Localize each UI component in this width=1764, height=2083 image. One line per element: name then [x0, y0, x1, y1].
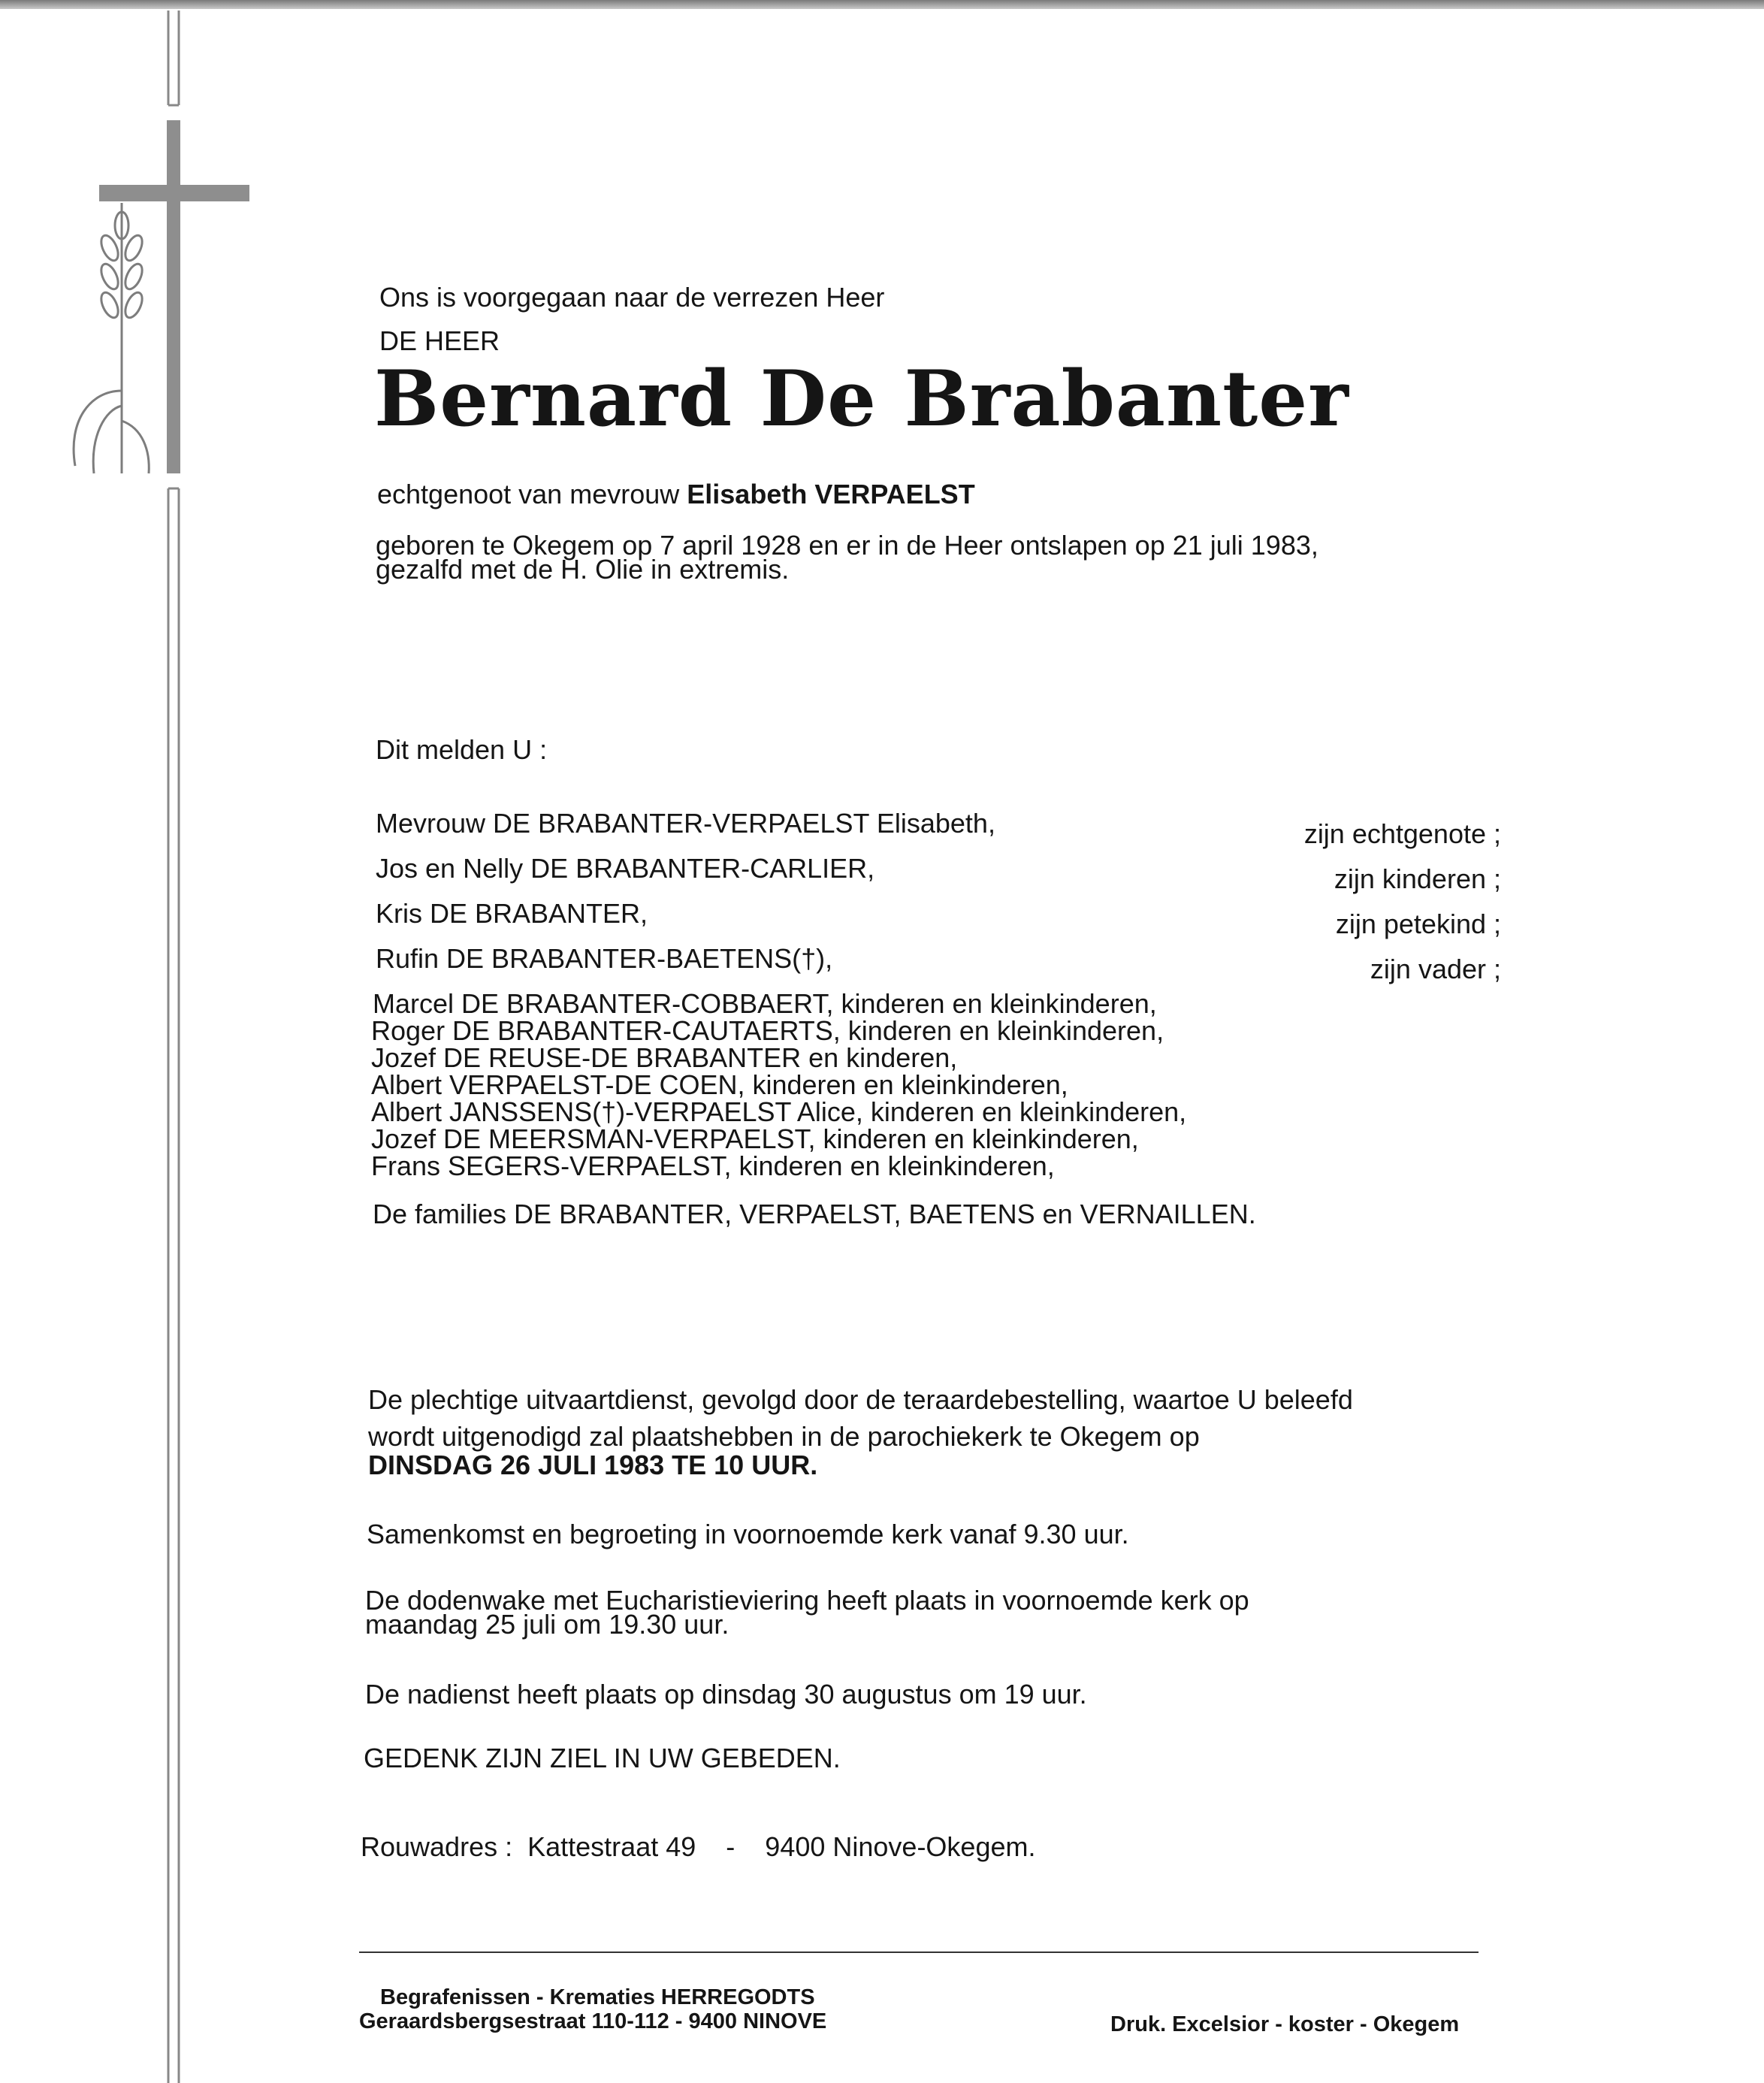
intro-line: Ons is voorgegaan naar de verrezen Heer [379, 282, 885, 313]
family-relation: zijn echtgenote ; [1303, 818, 1501, 849]
prayer-request: GEDENK ZIJN ZIEL IN UW GEBEDEN. [364, 1743, 841, 1773]
family-member: Rufin DE BRABANTER-BAETENS(†), [376, 943, 833, 974]
spouse-line [377, 481, 975, 508]
printer-credit: Druk. Excelsior - koster - Okegem [1110, 2012, 1460, 2036]
extended-family-line: Albert VERPAELST-DE COEN, kinderen en kleinkinderen, [371, 1069, 1068, 1100]
wake-line-1: De dodenwake met Eucharistieviering heeft plaats in voornoemde kerk op [365, 1585, 1249, 1616]
spouse-prefix: echtgenoot van mevrouw [377, 479, 680, 509]
cross-and-wheat-icon [60, 0, 270, 2083]
funeral-line-2: wordt uitgenodigd zal plaatshebben in de parochiekerk te Okegem op [368, 1421, 1200, 1452]
family-member: Jos en Nelly DE BRABANTER-CARLIER, [376, 853, 875, 884]
family-member: Mevrouw DE BRABANTER-VERPAELST Elisabeth, [376, 808, 995, 839]
families-line: De families DE BRABANTER, VERPAELST, BAETENS en VERNAILLEN. [373, 1199, 1256, 1229]
birth-death-line-2: gezalfd met de H. Olie in extremis. [376, 554, 790, 585]
extended-family-line: Jozef DE MEERSMAN-VERPAELST, kinderen en kleinkinderen, [371, 1123, 1139, 1154]
birth-death-line-1: geboren te Okegem op 7 april 1928 en er in de Heer ontslapen op 21 juli 1983, [376, 530, 1318, 561]
funeral-date-time: DINSDAG 26 JULI 1983 TE 10 UUR. [368, 1450, 818, 1480]
footer-divider [359, 1951, 1479, 1953]
mourning-address [361, 1831, 1036, 1862]
family-relation: zijn petekind ; [1335, 908, 1501, 939]
spouse-name: Elisabeth VERPAELST [687, 479, 975, 509]
address-street: Kattestraat 49 [527, 1831, 696, 1862]
funeral-line-1: De plechtige uitvaartdienst, gevolgd door de teraardebestelling, waartoe U beleefd [368, 1384, 1353, 1415]
family-member: Kris DE BRABANTER, [376, 898, 648, 929]
announcers-label: Dit melden U : [376, 734, 548, 765]
deceased-name: Bernard De Brabanter [374, 354, 1349, 444]
wake-line-2: maandag 25 juli om 19.30 uur. [365, 1609, 729, 1640]
gathering-info: Samenkomst en begroeting in voornoemde kerk vanaf 9.30 uur. [367, 1519, 1129, 1549]
memorial-service-info: De nadienst heeft plaats op dinsdag 30 augustus om 19 uur. [365, 1679, 1087, 1710]
extended-family-line: Frans SEGERS-VERPAELST, kinderen en kleinkinderen, [371, 1150, 1055, 1181]
address-separator: - [726, 1831, 736, 1862]
undertaker-line-2: Geraardsbergsestraat 110-112 - 9400 NINOVE [359, 2009, 827, 2033]
extended-family-line: Jozef DE REUSE-DE BRABANTER en kinderen, [371, 1042, 958, 1073]
extended-family-line: Roger DE BRABANTER-CAUTAERTS, kinderen en kleinkinderen, [371, 1015, 1164, 1046]
family-relation: zijn kinderen ; [1334, 863, 1501, 894]
honorific-title: DE HEER [379, 325, 500, 356]
family-relation: zijn vader ; [1370, 954, 1501, 984]
extended-family-line: Albert JANSSENS(†)-VERPAELST Alice, kinderen en kleinkinderen, [371, 1096, 1187, 1127]
address-city: 9400 Ninove-Okegem. [765, 1831, 1036, 1862]
extended-family-line: Marcel DE BRABANTER-COBBAERT, kinderen en kleinkinderen, [373, 988, 1157, 1019]
address-label: Rouwadres : [361, 1831, 513, 1862]
undertaker-line-1: Begrafenissen - Krematies HERREGODTS [380, 1985, 815, 2009]
